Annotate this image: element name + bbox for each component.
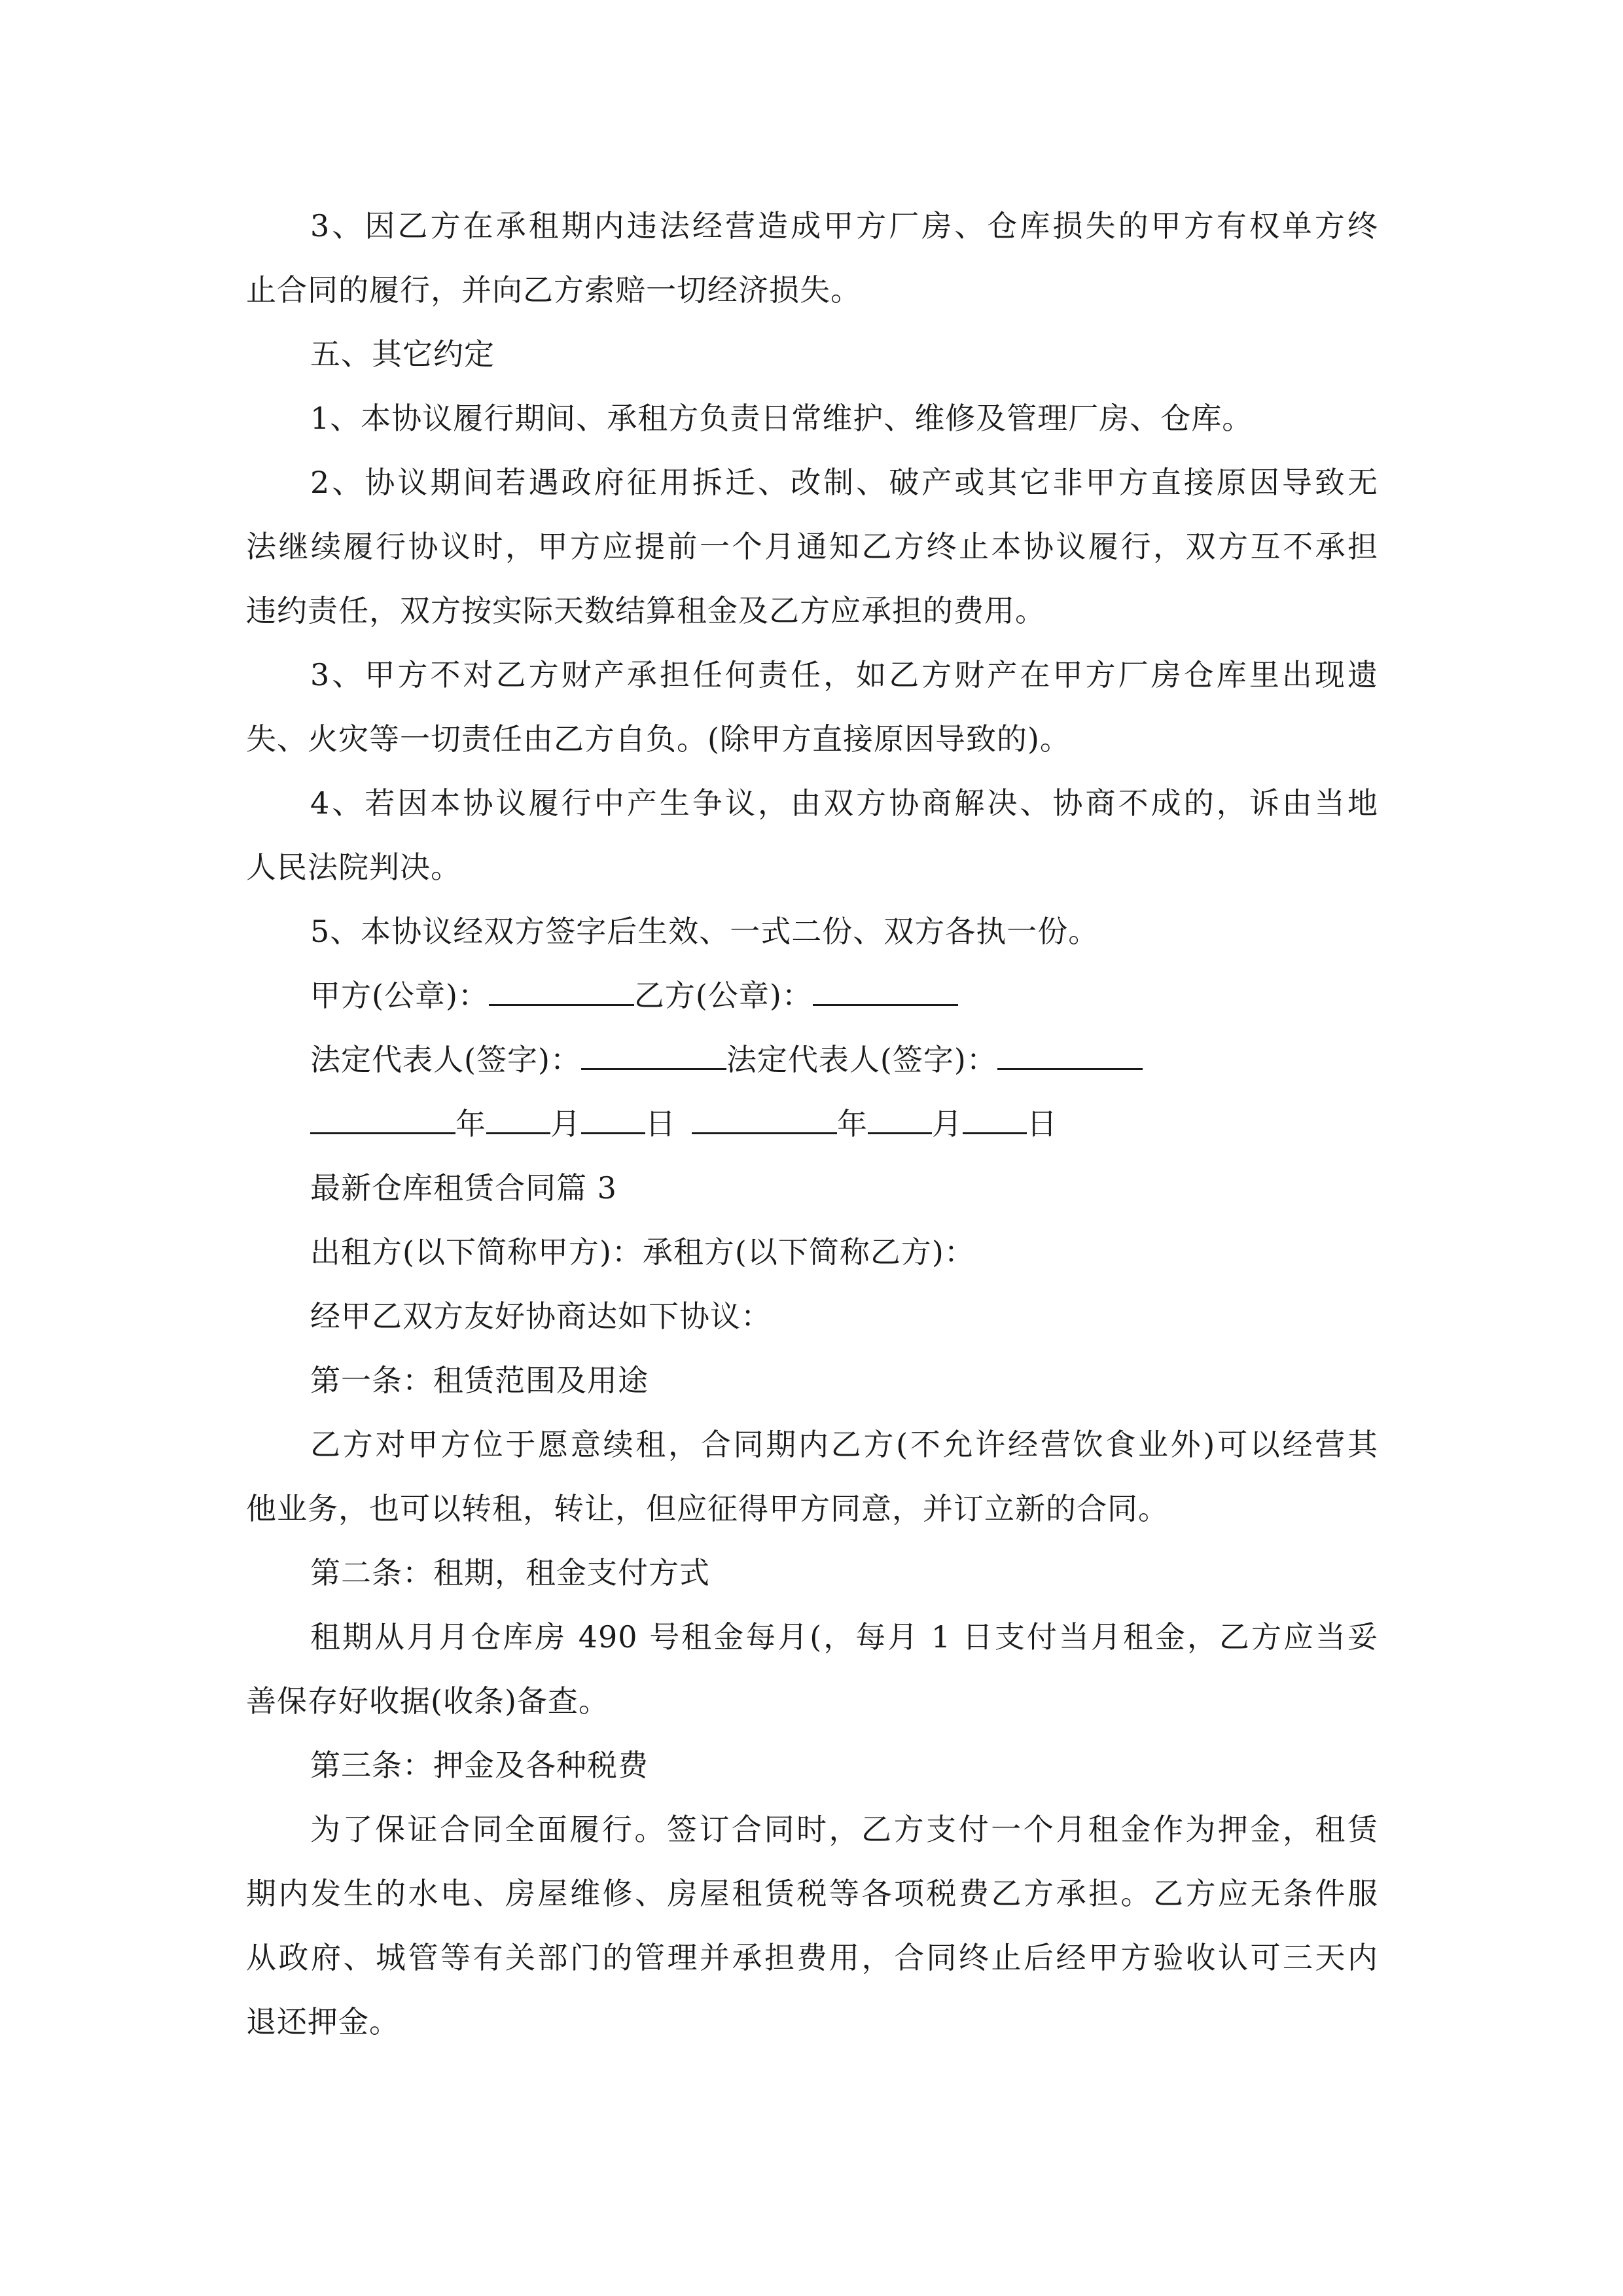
seal-line	[310, 963, 958, 1028]
month-label: 月	[550, 1106, 581, 1141]
date-line	[310, 1092, 1058, 1156]
paragraph-line: 退还押金。	[246, 2004, 400, 2039]
article-heading: 第三条：押金及各种税费	[310, 1748, 649, 1783]
paragraph-line: 止合同的履行，并向乙方索赔一切经济损失。	[246, 272, 861, 308]
section-heading: 五、其它约定	[310, 336, 495, 372]
party-a-seal-label: 甲方(公章)：	[310, 978, 489, 1013]
paragraph-line: 他业务，也可以转租，转让，但应征得甲方同意，并订立新的合同。	[246, 1491, 1169, 1526]
party-a-seal-blank[interactable]	[489, 963, 634, 1006]
day-label: 日	[1027, 1106, 1058, 1141]
paragraph-line: 3、甲方不对乙方财产承担任何责任，如乙方财产在甲方厂房仓库里出现遗	[310, 657, 1378, 692]
paragraph-line: 1、本协议履行期间、承租方负责日常维护、维修及管理厂房、仓库。	[310, 401, 1253, 436]
article-heading: 第一条：租赁范围及用途	[310, 1363, 649, 1398]
paragraph-line: 乙方对甲方位于愿意续租，合同期内乙方(不允许经营饮食业外)可以经营其	[310, 1427, 1378, 1462]
paragraph-line: 3、因乙方在承租期内违法经营造成甲方厂房、仓库损失的甲方有权单方终	[310, 208, 1378, 243]
representative-line	[310, 1028, 1143, 1092]
paragraph-line: 经甲乙双方友好协商达如下协议：	[310, 1299, 772, 1334]
paragraph-line: 2、协议期间若遇政府征用拆迁、改制、破产或其它非甲方直接原因导致无	[310, 465, 1378, 500]
date-b-year-blank[interactable]	[692, 1092, 837, 1134]
date-b-day-blank[interactable]	[963, 1092, 1027, 1134]
paragraph-line: 善保存好收据(收条)备查。	[246, 1683, 609, 1719]
party-a-rep-blank[interactable]	[581, 1028, 726, 1070]
parties-line: 出租方(以下简称甲方)：承租方(以下简称乙方)：	[310, 1234, 975, 1270]
party-b-rep-label: 法定代表人(签字)：	[726, 1042, 997, 1077]
year-label: 年	[837, 1106, 868, 1141]
month-label: 月	[932, 1106, 963, 1141]
party-b-seal-label: 乙方(公章)：	[633, 978, 813, 1013]
date-a-month-blank[interactable]	[486, 1092, 550, 1134]
party-a-rep-label: 法定代表人(签字)：	[310, 1042, 581, 1077]
paragraph-line: 为了保证合同全面履行。签订合同时，乙方支付一个月租金作为押金，租赁	[310, 1812, 1378, 1847]
paragraph-line: 失、火灾等一切责任由乙方自负。(除甲方直接原因导致的)。	[246, 721, 1071, 757]
paragraph-line: 4、若因本协议履行中产生争议，由双方协商解决、协商不成的，诉由当地	[310, 785, 1378, 821]
paragraph-line: 5、本协议经双方签字后生效、一式二份、双方各执一份。	[310, 914, 1099, 949]
day-label: 日	[645, 1106, 676, 1141]
article-heading: 第二条：租期，租金支付方式	[310, 1555, 710, 1590]
party-b-rep-blank[interactable]	[997, 1028, 1143, 1070]
date-a-day-blank[interactable]	[581, 1092, 645, 1134]
paragraph-line: 违约责任，双方按实际天数结算租金及乙方应承担的费用。	[246, 593, 1046, 628]
party-b-seal-blank[interactable]	[813, 963, 958, 1006]
paragraph-line: 租期从月月仓库房 490 号租金每月(，每月 1 日支付当月租金，乙方应当妥	[310, 1619, 1378, 1655]
date-a-year-blank[interactable]	[310, 1092, 455, 1134]
paragraph-line: 期内发生的水电、房屋维修、房屋租赁税等各项税费乙方承担。乙方应无条件服	[246, 1876, 1378, 1911]
paragraph-line: 人民法院判决。	[246, 850, 461, 885]
year-label: 年	[455, 1106, 486, 1141]
paragraph-line: 法继续履行协议时，甲方应提前一个月通知乙方终止本协议履行，双方互不承担	[246, 529, 1378, 564]
contract-title: 最新仓库租赁合同篇 3	[310, 1170, 617, 1206]
paragraph-line: 从政府、城管等有关部门的管理并承担费用，合同终止后经甲方验收认可三天内	[246, 1940, 1378, 1975]
date-b-month-blank[interactable]	[868, 1092, 932, 1134]
